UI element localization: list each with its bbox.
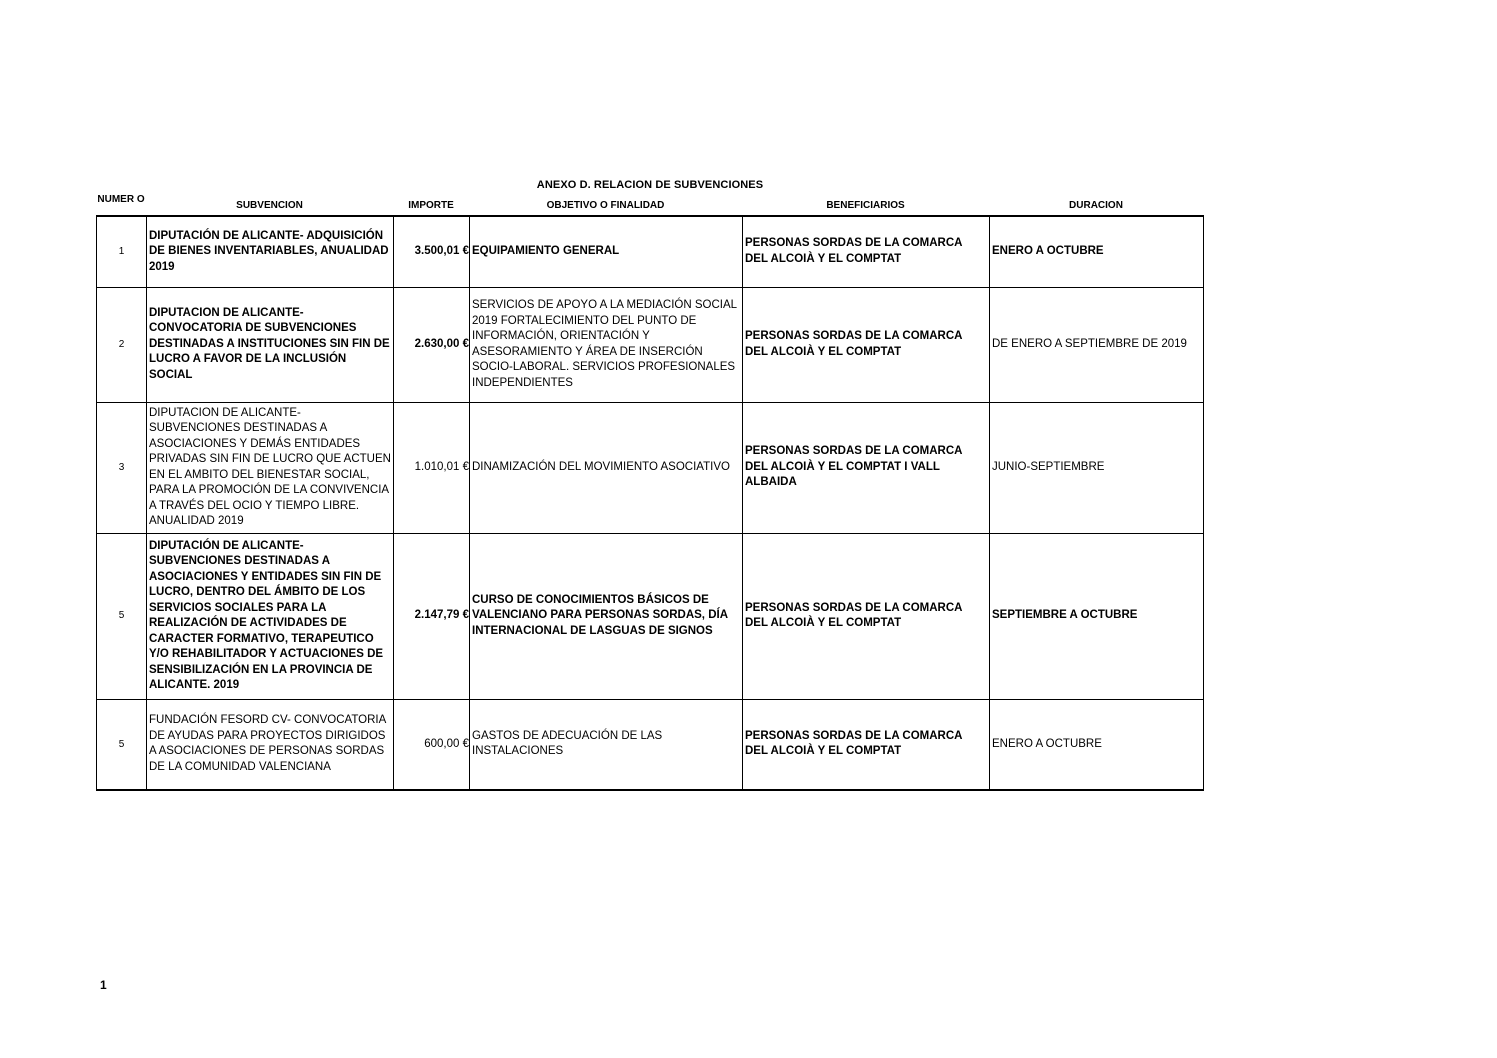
- cell-beneficiarios: PERSONAS SORDAS DE LA COMARCA DEL ALCOIÀ Y EL COMPTAT: [743, 533, 990, 699]
- cell-beneficiarios: PERSONAS SORDAS DE LA COMARCA DEL ALCOIÀ Y EL COMPTAT I VALL ALBAIDA: [743, 402, 990, 533]
- header-duracion: DURACION: [1069, 200, 1123, 211]
- table-row: [97, 402, 1204, 533]
- cell-importe: 2.147,79 €: [394, 533, 470, 699]
- table-row: [97, 533, 1204, 699]
- header-numero: NUMER O: [97, 194, 145, 205]
- table-row: [97, 216, 1204, 287]
- table-row: [97, 287, 1204, 402]
- cell-beneficiarios: PERSONAS SORDAS DE LA COMARCA DEL ALCOIÀ Y EL COMPTAT: [743, 699, 990, 790]
- document-title: ANEXO D. RELACION DE SUBVENCIONES: [536, 179, 764, 191]
- cell-importe: 600,00 €: [394, 699, 470, 790]
- cell-objetivo: DINAMIZACIÓN DEL MOVIMIENTO ASOCIATIVO: [470, 402, 743, 533]
- cell-objetivo: GASTOS DE ADECUACIÓN DE LAS INSTALACIONES: [470, 699, 743, 790]
- cell-subvencion: DIPUTACIÓN DE ALICANTE- ADQUISICIÓN DE BIENES INVENTARIABLES, ANUALIDAD 2019: [147, 216, 394, 287]
- cell-subvencion: FUNDACIÓN FESORD CV- CONVOCATORIA DE AYUDAS PARA PROYECTOS DIRIGIDOS A ASOCIACIONES DE PERSONAS SORDAS DE LA COMUNIDAD VALENCIANA: [147, 699, 394, 790]
- table-row: [97, 699, 1204, 790]
- header-objetivo: OBJETIVO O FINALIDAD: [546, 200, 665, 211]
- header-beneficiarios: BENEFICIARIOS: [826, 200, 905, 211]
- cell-duracion: JUNIO-SEPTIEMBRE: [990, 402, 1204, 533]
- cell-subvencion: DIPUTACION DE ALICANTE- SUBVENCIONES DESTINADAS A ASOCIACIONES Y DEMÁS ENTIDADES PRIVADAS SIN FIN DE LUCRO QUE ACTUEN EN EL AMBITO DEL BIENESTAR SOCIAL, PARA LA PROMOCIÓN DE LA CONVIVENCIA A TRAVÉS DEL OCIO Y TIEMPO LIBRE. ANUALIDAD 2019: [147, 402, 394, 533]
- cell-numero: 2: [97, 287, 147, 402]
- header-importe: IMPORTE: [408, 200, 454, 211]
- cell-duracion: ENERO A OCTUBRE: [990, 216, 1204, 287]
- cell-numero: 5: [97, 533, 147, 699]
- cell-objetivo: EQUIPAMIENTO GENERAL: [470, 216, 743, 287]
- cell-duracion: DE ENERO A SEPTIEMBRE DE 2019: [990, 287, 1204, 402]
- header-subvencion: SUBVENCION: [236, 200, 303, 211]
- cell-importe: 3.500,01 €: [394, 216, 470, 287]
- cell-objetivo: SERVICIOS DE APOYO A LA MEDIACIÓN SOCIAL 2019 FORTALECIMIENTO DEL PUNTO DE INFORMACIÓN, ORIENTACIÓN Y ASESORAMIENTO Y ÁREA DE INSERCIÓN SOCIO-LABORAL. SERVICIOS PROFESIONALES INDEPENDIENTES: [470, 287, 743, 402]
- cell-numero: 3: [97, 402, 147, 533]
- cell-subvencion: DIPUTACION DE ALICANTE- CONVOCATORIA DE SUBVENCIONES DESTINADAS A INSTITUCIONES SIN FIN DE LUCRO A FAVOR DE LA INCLUSIÓN SOCIAL: [147, 287, 394, 402]
- cell-beneficiarios: PERSONAS SORDAS DE LA COMARCA DEL ALCOIÀ Y EL COMPTAT: [743, 287, 990, 402]
- cell-numero: 1: [97, 216, 147, 287]
- cell-numero: 5: [97, 699, 147, 790]
- cell-subvencion: DIPUTACIÓN DE ALICANTE- SUBVENCIONES DESTINADAS A ASOCIACIONES Y ENTIDADES SIN FIN DE LUCRO, DENTRO DEL ÁMBITO DE LOS SERVICIOS SOCIALES PARA LA REALIZACIÓN DE ACTIVIDADES DE CARACTER FORMATIVO, TERAPEUTICO Y/O REHABILITADOR Y ACTUACIONES DE SENSIBILIZACIÓN EN LA PROVINCIA DE ALICANTE. 2019: [147, 533, 394, 699]
- subvenciones-table: [96, 215, 1204, 791]
- page-number: 1: [100, 978, 107, 992]
- cell-importe: 2.630,00 €: [394, 287, 470, 402]
- cell-objetivo: CURSO DE CONOCIMIENTOS BÁSICOS DE VALENCIANO PARA PERSONAS SORDAS, DÍA INTERNACIONAL DE LASGUAS DE SIGNOS: [470, 533, 743, 699]
- cell-beneficiarios: PERSONAS SORDAS DE LA COMARCA DEL ALCOIÀ Y EL COMPTAT: [743, 216, 990, 287]
- cell-duracion: SEPTIEMBRE A OCTUBRE: [990, 533, 1204, 699]
- cell-importe: 1.010,01 €: [394, 402, 470, 533]
- cell-duracion: ENERO A OCTUBRE: [990, 699, 1204, 790]
